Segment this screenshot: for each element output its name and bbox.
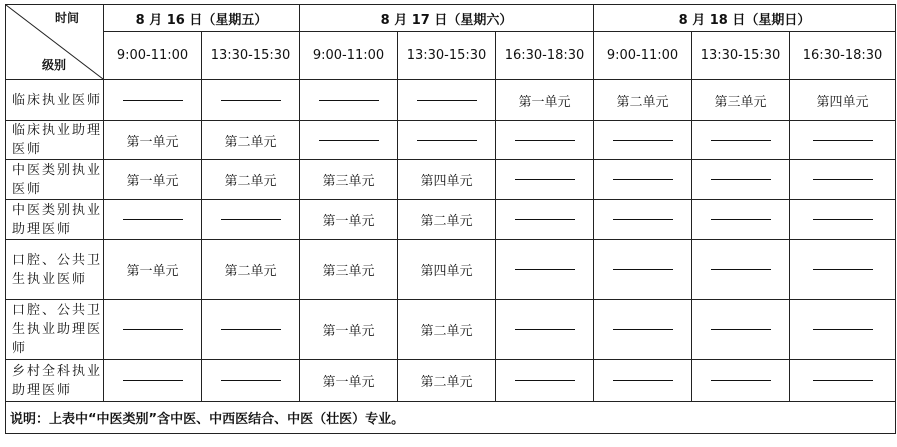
exam-unit-cell: 第一单元	[104, 160, 202, 200]
exam-unit-cell: 第二单元	[594, 80, 692, 121]
dash-line	[813, 329, 873, 330]
time-slot-header: 9:00-11:00	[300, 32, 398, 80]
level-cell: 中医类别执业助理医师	[6, 200, 104, 240]
exam-unit-cell: 第四单元	[790, 80, 896, 121]
table-row	[6, 300, 896, 360]
level-cell: 乡村全科执业助理医师	[6, 360, 104, 402]
empty-cell	[300, 121, 398, 160]
table-note: 说明：上表中“中医类别”含中医、中西医结合、中医（壮医）专业。	[6, 402, 896, 434]
dash-line	[515, 219, 575, 220]
dash-line	[711, 380, 771, 381]
dash-line	[515, 269, 575, 270]
corner-time-label: 时间	[54, 11, 79, 25]
empty-cell	[104, 360, 202, 402]
table-row	[6, 360, 896, 402]
dash-line	[123, 100, 183, 101]
empty-cell	[594, 240, 692, 300]
time-slot-header: 9:00-11:00	[594, 32, 692, 80]
table-row	[6, 80, 896, 121]
dash-line	[613, 329, 673, 330]
corner-level-label: 级别	[42, 58, 67, 72]
empty-cell	[594, 300, 692, 360]
empty-cell	[300, 80, 398, 121]
dash-line	[613, 219, 673, 220]
exam-unit-cell: 第二单元	[202, 160, 300, 200]
empty-cell	[594, 360, 692, 402]
time-slot-header: 13:30-15:30	[692, 32, 790, 80]
dash-line	[221, 100, 281, 101]
table-row	[6, 160, 896, 200]
exam-schedule-table	[5, 4, 896, 434]
empty-cell	[790, 240, 896, 300]
empty-cell	[790, 300, 896, 360]
empty-cell	[692, 160, 790, 200]
table-row	[6, 200, 896, 240]
dash-line	[613, 140, 673, 141]
exam-unit-cell: 第一单元	[300, 300, 398, 360]
time-slot-header: 13:30-15:30	[398, 32, 496, 80]
corner-header	[6, 5, 104, 80]
empty-cell	[692, 200, 790, 240]
time-slot-row	[6, 32, 896, 80]
exam-unit-cell: 第三单元	[300, 240, 398, 300]
empty-cell	[398, 80, 496, 121]
empty-cell	[594, 160, 692, 200]
empty-cell	[790, 360, 896, 402]
level-cell: 临床执业助理医师	[6, 121, 104, 160]
level-cell: 中医类别执业医师	[6, 160, 104, 200]
exam-unit-cell: 第一单元	[104, 121, 202, 160]
empty-cell	[202, 360, 300, 402]
exam-unit-cell: 第二单元	[202, 121, 300, 160]
empty-cell	[496, 160, 594, 200]
date-header-row	[6, 5, 896, 32]
exam-unit-cell: 第四单元	[398, 240, 496, 300]
empty-cell	[202, 80, 300, 121]
dash-line	[613, 380, 673, 381]
empty-cell	[692, 360, 790, 402]
level-cell: 口腔、公共卫生执业助理医师	[6, 300, 104, 360]
exam-unit-cell: 第二单元	[398, 200, 496, 240]
exam-unit-cell: 第一单元	[300, 360, 398, 402]
dash-line	[123, 380, 183, 381]
empty-cell	[104, 300, 202, 360]
empty-cell	[398, 121, 496, 160]
exam-unit-cell: 第四单元	[398, 160, 496, 200]
exam-unit-cell: 第一单元	[104, 240, 202, 300]
empty-cell	[594, 121, 692, 160]
time-slot-header: 16:30-18:30	[790, 32, 896, 80]
dash-line	[417, 140, 477, 141]
date-header-aug16: 8 月 16 日（星期五）	[104, 5, 300, 32]
dash-line	[221, 380, 281, 381]
time-slot-header: 16:30-18:30	[496, 32, 594, 80]
empty-cell	[790, 121, 896, 160]
empty-cell	[594, 200, 692, 240]
empty-cell	[496, 360, 594, 402]
time-slot-header: 13:30-15:30	[202, 32, 300, 80]
exam-unit-cell: 第二单元	[202, 240, 300, 300]
dash-line	[813, 179, 873, 180]
empty-cell	[496, 200, 594, 240]
dash-line	[613, 179, 673, 180]
level-cell: 临床执业医师	[6, 80, 104, 121]
dash-line	[221, 329, 281, 330]
empty-cell	[790, 160, 896, 200]
empty-cell	[202, 300, 300, 360]
exam-unit-cell: 第二单元	[398, 300, 496, 360]
date-header-aug18: 8 月 18 日（星期日）	[594, 5, 896, 32]
dash-line	[515, 329, 575, 330]
dash-line	[417, 100, 477, 101]
empty-cell	[202, 200, 300, 240]
dash-line	[813, 269, 873, 270]
empty-cell	[496, 300, 594, 360]
exam-unit-cell: 第三单元	[692, 80, 790, 121]
empty-cell	[104, 80, 202, 121]
dash-line	[813, 219, 873, 220]
table-row	[6, 240, 896, 300]
empty-cell	[496, 121, 594, 160]
exam-unit-cell: 第三单元	[300, 160, 398, 200]
empty-cell	[692, 300, 790, 360]
dash-line	[711, 140, 771, 141]
table-row	[6, 121, 896, 160]
dash-line	[813, 140, 873, 141]
dash-line	[123, 329, 183, 330]
dash-line	[221, 219, 281, 220]
dash-line	[319, 100, 379, 101]
empty-cell	[790, 200, 896, 240]
level-cell: 口腔、公共卫生执业医师	[6, 240, 104, 300]
empty-cell	[692, 240, 790, 300]
time-slot-header: 9:00-11:00	[104, 32, 202, 80]
dash-line	[515, 380, 575, 381]
dash-line	[711, 179, 771, 180]
exam-unit-cell: 第一单元	[496, 80, 594, 121]
dash-line	[711, 219, 771, 220]
dash-line	[813, 380, 873, 381]
dash-line	[711, 269, 771, 270]
empty-cell	[496, 240, 594, 300]
dash-line	[613, 269, 673, 270]
exam-unit-cell: 第二单元	[398, 360, 496, 402]
dash-line	[515, 140, 575, 141]
schedule-body	[6, 80, 896, 402]
empty-cell	[692, 121, 790, 160]
date-header-aug17: 8 月 17 日（星期六）	[300, 5, 594, 32]
dash-line	[123, 219, 183, 220]
empty-cell	[104, 200, 202, 240]
dash-line	[515, 179, 575, 180]
dash-line	[711, 329, 771, 330]
exam-unit-cell: 第一单元	[300, 200, 398, 240]
dash-line	[319, 140, 379, 141]
